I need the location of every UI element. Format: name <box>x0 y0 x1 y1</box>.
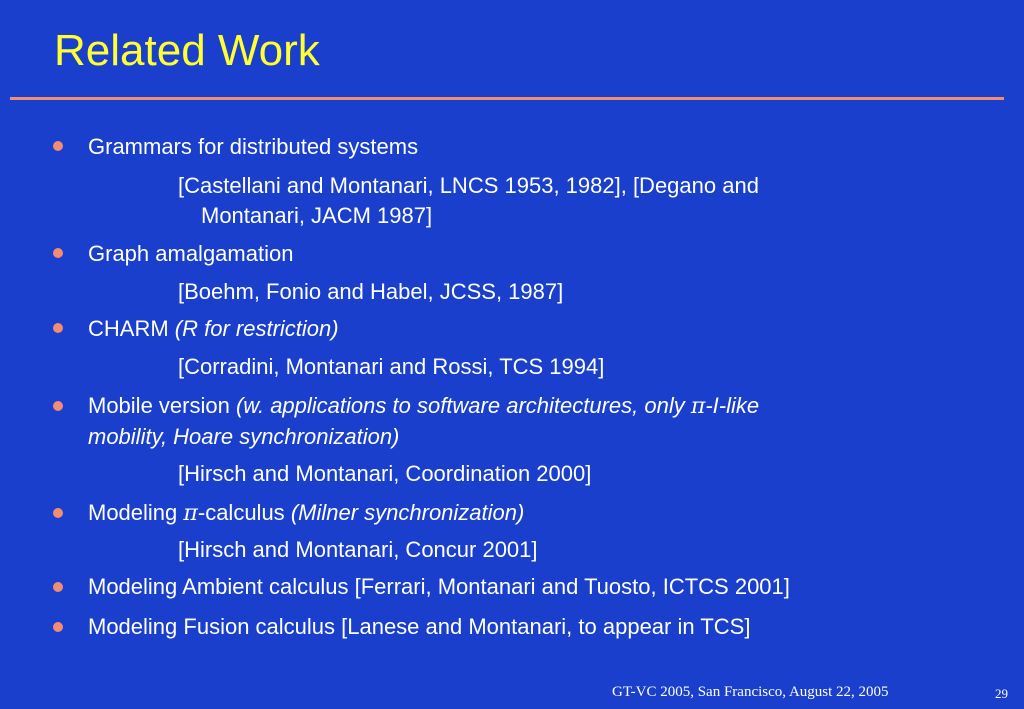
bullet-dot <box>53 401 63 411</box>
bullet-text: -calculus <box>197 500 285 525</box>
bullet-dot <box>53 323 63 333</box>
slide-footer: GT-VC 2005, San Francisco, August 22, 2005 <box>612 684 889 700</box>
bullet-item-modeling-pi-calculus <box>88 497 524 529</box>
bullet-note: -I-like <box>705 393 760 418</box>
bullet-dot <box>53 582 63 592</box>
bullet-note-continuation: mobility, Hoare synchronization) <box>88 424 400 449</box>
bullet-text: CHARM <box>88 316 169 341</box>
slide-title: Related Work <box>54 26 320 75</box>
bullet-item-fusion-calculus: Modeling Fusion calculus [Lanese and Montanari, to appear in TCS] <box>88 614 751 639</box>
reference-line: [Boehm, Fonio and Habel, JCSS, 1987] <box>178 279 564 304</box>
bullet-dot <box>53 508 63 518</box>
bullet-note: (w. applications to software architectures, only <box>235 393 685 418</box>
reference-line: Montanari, JACM 1987] <box>201 203 433 228</box>
bullet-dot <box>53 622 63 632</box>
reference-line: [Corradini, Montanari and Rossi, TCS 1994] <box>178 354 605 379</box>
bullet-dot <box>53 248 63 258</box>
page-number: 29 <box>995 686 1008 701</box>
bullet-item-grammars: Grammars for distributed systems <box>88 134 419 159</box>
bullet-text: Mobile version <box>88 393 230 418</box>
bullet-note: (Milner synchronization) <box>290 500 525 525</box>
reference-line: [Hirsch and Montanari, Coordination 2000] <box>178 461 592 486</box>
pi-symbol: π <box>183 501 198 526</box>
bullet-dot <box>53 141 63 151</box>
bullet-note: (R for restriction) <box>174 316 339 341</box>
bullet-item-ambient-calculus: Modeling Ambient calculus [Ferrari, Montanari and Tuosto, ICTCS 2001] <box>88 574 790 599</box>
bullet-item-charm <box>88 313 339 344</box>
reference-line: [Castellani and Montanari, LNCS 1953, 1982], [Degano and <box>178 173 759 198</box>
bullet-item-mobile-version <box>88 390 759 422</box>
bullet-item-graph-amalgamation: Graph amalgamation <box>88 241 294 266</box>
pi-symbol: π <box>690 394 706 419</box>
bullet-text: Modeling <box>88 500 178 525</box>
reference-line: [Hirsch and Montanari, Concur 2001] <box>178 537 538 562</box>
